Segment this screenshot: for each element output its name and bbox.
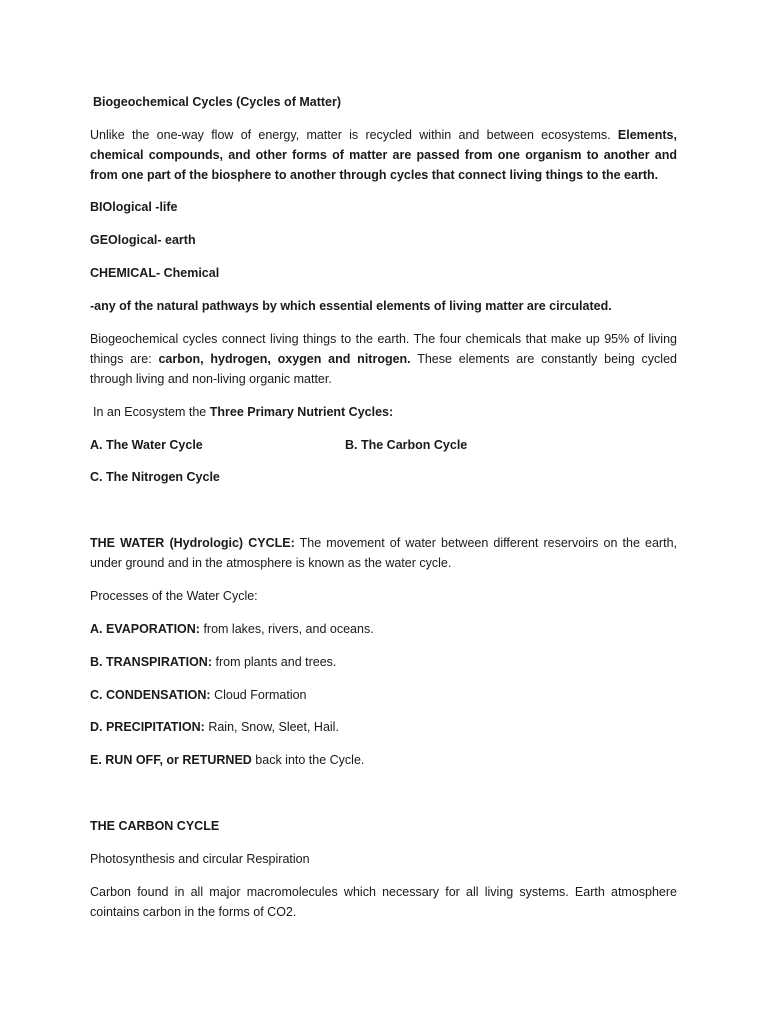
process-item: D. PRECIPITATION: Rain, Snow, Sleet, Hail. bbox=[90, 720, 339, 734]
definition-chemical: CHEMICAL- Chemical bbox=[90, 266, 220, 280]
water-processes-heading: Processes of the Water Cycle: bbox=[90, 589, 258, 603]
nutrient-cycle-carbon: B. The Carbon Cycle bbox=[345, 438, 468, 452]
carbon-cycle-paragraph: Carbon found in all major macromolecules which necessary for all living systems. Earth atmosphere cointains carbon in the forms of CO2. bbox=[90, 885, 677, 919]
process-item: C. CONDENSATION: Cloud Formation bbox=[90, 688, 307, 702]
nutrient-cycle-nitrogen: C. The Nitrogen Cycle bbox=[90, 470, 220, 484]
process-item: E. RUN OFF, or RETURNED back into the Cycle. bbox=[90, 753, 365, 767]
carbon-cycle-heading: THE CARBON CYCLE bbox=[90, 819, 220, 833]
definition-biological: BIOlogical -life bbox=[90, 200, 178, 214]
nutrient-cycle-water: A. The Water Cycle bbox=[90, 438, 203, 452]
process-item: A. EVAPORATION: from lakes, rivers, and oceans. bbox=[90, 622, 374, 636]
definition-pathway: -any of the natural pathways by which essential elements of living matter are circulated. bbox=[90, 299, 612, 313]
chemicals-paragraph: Biogeochemical cycles connect living things to the earth. The four chemicals that make up 95% of living things are: carbon, hydrogen, oxygen and nitrogen. These elements are constantly being cycled through living and non-living organic matter. bbox=[90, 332, 677, 386]
process-item: B. TRANSPIRATION: from plants and trees. bbox=[90, 655, 337, 669]
definition-geological: GEOlogical- earth bbox=[90, 233, 196, 247]
nutrient-cycles-intro: In an Ecosystem the Three Primary Nutrient Cycles: bbox=[93, 405, 394, 419]
intro-paragraph: Unlike the one-way flow of energy, matter is recycled within and between ecosystems. Elements, chemical compounds, and other forms of matter are passed from one organism to another and from one part of the biosphere to another through cycles that connect living things to the earth. bbox=[90, 128, 677, 182]
page-title: Biogeochemical Cycles (Cycles of Matter) bbox=[93, 95, 341, 109]
carbon-cycle-subtitle: Photosynthesis and circular Respiration bbox=[90, 852, 310, 866]
water-cycle-paragraph: THE WATER (Hydrologic) CYCLE: The movement of water between different reservoirs on the earth, under ground and in the atmosphere is known as the water cycle. bbox=[90, 536, 677, 570]
